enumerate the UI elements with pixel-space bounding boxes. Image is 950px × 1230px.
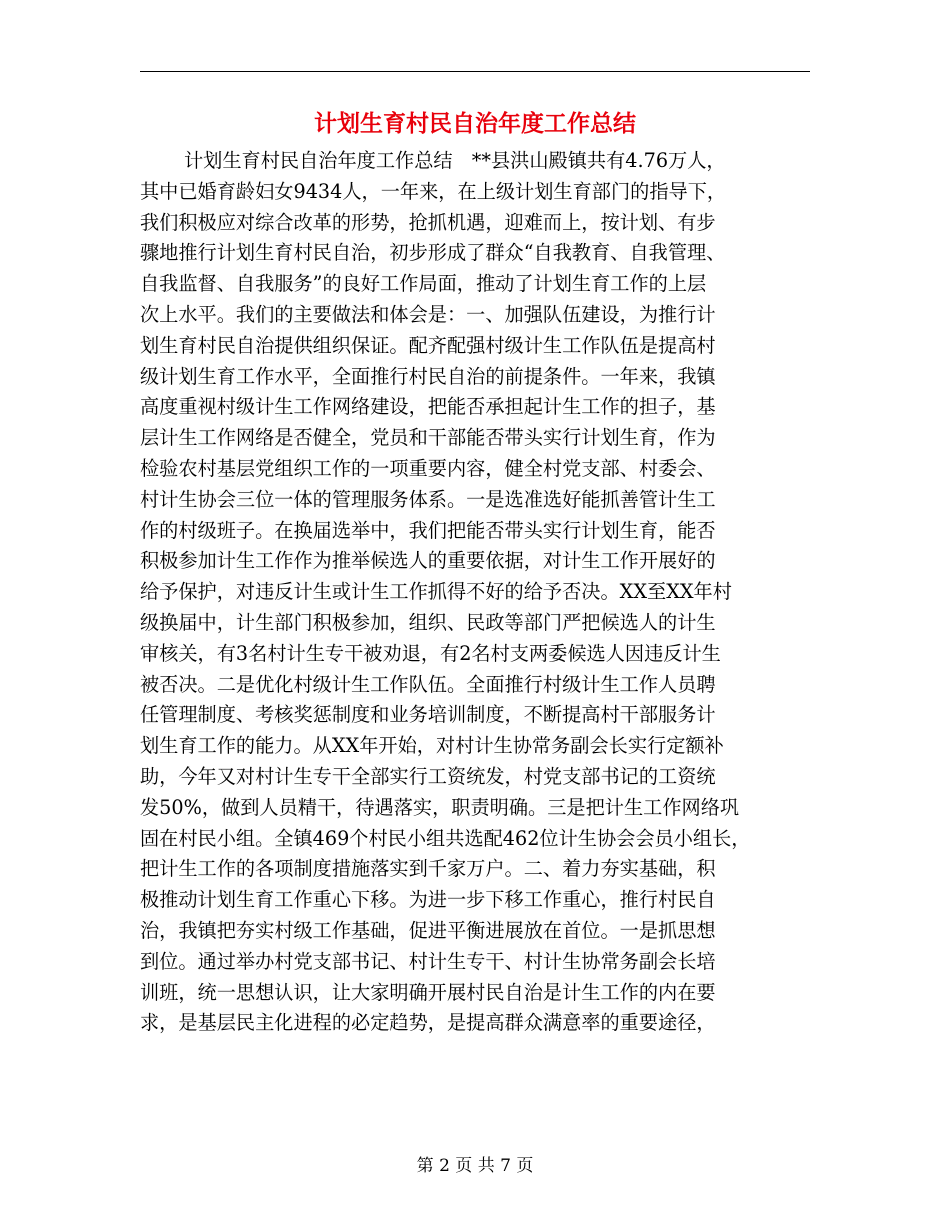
body-line: 次上水平。我们的主要做法和体会是：一、加强队伍建设，为推行计	[140, 302, 716, 326]
body-line: 治，我镇把夯实村级工作基础，促进平衡进展放在首位。一是抓思想	[140, 918, 716, 942]
body-line: 作的村级班子。在换届选举中，我们把能否带头实行计划生育，能否	[140, 518, 716, 542]
body-line: 检验农村基层党组织工作的一项重要内容，健全村党支部、村委会、	[140, 456, 716, 480]
body-line: 级计划生育工作水平，全面推行村民自治的前提条件。一年来，我镇	[140, 364, 716, 388]
body-line: 划生育村民自治提供组织保证。配齐配强村级计生工作队伍是提高村	[140, 333, 716, 357]
body-line: 到位。通过举办村党支部书记、村计生专干、村计生协常务副会长培	[140, 949, 716, 973]
body-line: 给予保护，对违反计生或计生工作抓得不好的给予否决。XX至XX年村	[140, 580, 732, 604]
body-line: 发50%，做到人员精干，待遇落实，职责明确。三是把计生工作网络巩	[140, 795, 740, 819]
page-footer: 第 2 页 共 7 页	[416, 1156, 534, 1176]
body-line: 积极参加计生工作作为推举候选人的重要依据，对计生工作开展好的	[140, 549, 716, 573]
body-line: 训班，统一思想认识，让大家明确开展村民自治是计生工作的内在要	[140, 980, 716, 1004]
body-line: 极推动计划生育工作重心下移。为进一步下移工作重心，推行村民自	[140, 888, 716, 912]
document-title: 计划生育村民自治年度工作总结	[314, 111, 636, 137]
body-line: 固在村民小组。全镇469个村民小组共选配462位计生协会会员小组长，	[140, 826, 751, 850]
body-line: 高度重视村级计生工作网络建设，把能否承担起计生工作的担子，基	[140, 395, 716, 419]
body-line: 其中已婚育龄妇女9434人，一年来，在上级计划生育部门的指导下，	[140, 179, 727, 203]
body-line: 骤地推行计划生育村民自治，初步形成了群众“自我教育、自我管理、	[140, 241, 726, 265]
body-line: 自我监督、自我服务”的良好工作局面，推动了计划生育工作的上层	[140, 272, 707, 296]
body-line: 村计生协会三位一体的管理服务体系。一是选准选好能抓善管计生工	[140, 487, 716, 511]
body-line: 计划生育村民自治年度工作总结 **县洪山殿镇共有4.76万人，	[184, 149, 726, 172]
body-line: 被否决。二是优化村级计生工作队伍。全面推行村级计生工作人员聘	[140, 672, 716, 696]
body-line: 级换届中，计生部门积极参加，组织、民政等部门严把候选人的计生	[140, 610, 716, 634]
header-rule	[140, 71, 810, 72]
body-line: 把计生工作的各项制度措施落实到千家万户。二、着力夯实基础，积	[140, 857, 716, 881]
body-line: 任管理制度、考核奖惩制度和业务培训制度，不断提高村干部服务计	[140, 703, 716, 727]
document-body	[140, 146, 810, 1039]
body-line: 我们积极应对综合改革的形势，抢抓机遇，迎难而上，按计划、有步	[140, 210, 716, 234]
body-line: 审核关，有3名村计生专干被劝退，有2名村支两委候选人因违反计生	[140, 641, 721, 665]
body-line: 层计生工作网络是否健全，党员和干部能否带头实行计划生育，作为	[140, 426, 716, 450]
body-line: 求，是基层民主化进程的必定趋势，是提高群众满意率的重要途径，	[140, 1011, 716, 1035]
body-line: 助，今年又对村计生专干全部实行工资统发，村党支部书记的工资统	[140, 764, 716, 788]
body-line: 划生育工作的能力。从XX年开始，对村计生协常务副会长实行定额补	[140, 734, 724, 758]
